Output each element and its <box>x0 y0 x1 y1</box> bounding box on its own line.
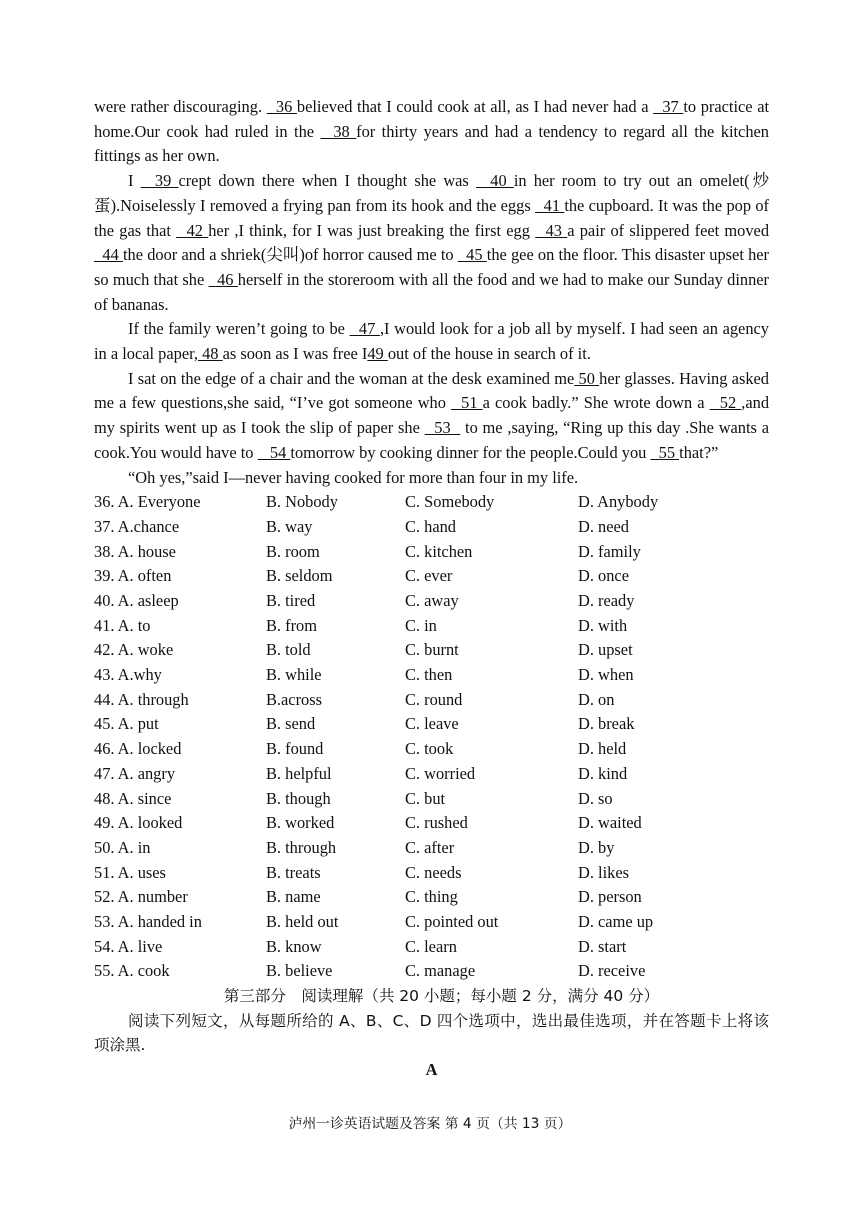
option-c: C. manage <box>405 961 476 981</box>
passage-paragraph-3 <box>94 317 769 366</box>
option-d: D. by <box>578 837 615 857</box>
text: the gee on the floor. This disaster upset her so much that she <box>94 245 770 289</box>
option-d: D. ready <box>578 591 635 610</box>
text: tomorrow by cooking dinner for the people.Could you <box>290 442 651 462</box>
option-b: B. seldom <box>266 566 333 586</box>
question-option-row <box>94 811 769 836</box>
question-option-row <box>94 959 769 984</box>
blank-54: 54 <box>257 442 291 462</box>
question-option-row <box>94 663 769 688</box>
question-option-row <box>94 787 769 812</box>
option-b: B. from <box>266 615 317 635</box>
question-option-row <box>94 515 769 540</box>
text: believed that I could cook at all, as I had never had a <box>296 97 654 116</box>
text: ,I would look for a job all by myself. I had seen an agency in a local paper, <box>94 319 769 364</box>
option-c: C. ever <box>405 566 453 586</box>
option-c: C. away <box>405 591 459 610</box>
option-a: 51. A. uses <box>94 862 166 882</box>
text: in her room to try out an omelet(炒蛋).Noiselessly I removed a frying pan from its hook and the eggs <box>94 171 769 215</box>
option-a: 53. A. handed in <box>94 911 202 931</box>
option-c: C. needs <box>405 862 462 882</box>
option-a: 36. A. Everyone <box>94 492 201 512</box>
text: to me ,saying, “Ring up this day .She wants a cook.You would have to <box>94 418 769 462</box>
option-b: B. name <box>266 887 321 907</box>
option-b: B. Nobody <box>266 492 338 512</box>
blank-36: 36 <box>266 97 297 116</box>
option-d: D. upset <box>578 640 633 660</box>
text: ,and my spirits went up as I took the slip of paper she <box>94 393 770 438</box>
question-option-row <box>94 712 769 737</box>
option-d: D. person <box>578 887 642 907</box>
option-d: D. on <box>578 689 615 709</box>
option-a: 48. A. since <box>94 788 172 808</box>
question-option-row <box>94 935 769 960</box>
blank-48: 48 <box>198 344 223 364</box>
answer-options <box>94 490 769 984</box>
question-option-row <box>94 564 769 589</box>
option-c: C. rushed <box>405 813 468 833</box>
option-b: B. told <box>266 640 311 660</box>
blank-45: 45 <box>457 245 487 265</box>
option-b: B. know <box>266 936 322 956</box>
blank-40: 40 <box>475 171 514 191</box>
option-a: 49. A. looked <box>94 813 183 833</box>
section-title: 第三部分 阅读理解（共 20 小题；每小题 2 分，满分 40 分） <box>223 987 660 1005</box>
text: her ,I think, for I was just breaking the first egg <box>208 220 536 240</box>
option-a: 52. A. number <box>94 887 188 907</box>
option-d: D. receive <box>578 961 646 981</box>
option-a: 43. A.why <box>94 665 162 685</box>
option-c: C. pointed out <box>405 911 499 931</box>
blank-38: 38 <box>320 121 357 141</box>
option-a: 50. A. in <box>94 837 151 857</box>
text: crept down there when I thought she was <box>178 171 476 191</box>
option-d: D. kind <box>578 763 628 783</box>
blank-55: 55 <box>650 442 680 462</box>
option-c: C. round <box>405 689 463 709</box>
option-a: 46. A. locked <box>94 739 182 759</box>
text: I sat on the edge of a chair and the woman at the desk examined me <box>128 368 575 388</box>
blank-37: 37 <box>653 97 684 116</box>
option-c: C. but <box>405 788 446 808</box>
option-a: 54. A. live <box>94 936 163 956</box>
option-d: D. start <box>578 936 627 956</box>
option-d: D. likes <box>578 862 629 882</box>
option-b: B. believe <box>266 961 333 981</box>
text: as soon as I was free I <box>222 344 368 364</box>
option-b: B. helpful <box>266 763 332 783</box>
text: herself in the storeroom with all the food and we had to make our Sunday dinner of bananas. <box>94 269 769 314</box>
text: her glasses. Having asked me a few questions,she said, “I’ve got someone who <box>94 368 769 413</box>
option-d: D. Anybody <box>578 492 659 512</box>
text: for thirty years and had a tendency to regard all the kitchen fittings as her own. <box>94 121 769 166</box>
text: that?” <box>679 442 719 462</box>
text: were rather discouraging. <box>94 97 267 116</box>
section-instruction: 阅读下列短文，从每题所给的 A、B、C、D 四个选项中，选出最佳选项，并在答题卡上将该项涂黑. <box>94 1011 769 1055</box>
blank-50: 50 <box>574 368 600 388</box>
option-c: C. worried <box>405 763 476 783</box>
option-c: C. burnt <box>405 640 459 660</box>
option-b: B. found <box>266 739 324 759</box>
text: a pair of slippered feet moved <box>567 220 770 240</box>
blank-52: 52 <box>709 393 742 413</box>
passage-paragraph-5: “Oh yes,”said I—never having cooked for more than four in my life. <box>128 467 579 487</box>
blank-53: 53 <box>424 418 461 438</box>
text: a cook badly.” She wrote down a <box>482 393 710 413</box>
option-d: D. came up <box>578 911 654 931</box>
text: out of the house in search of it. <box>387 344 591 364</box>
option-c: C. learn <box>405 936 457 956</box>
option-c: C. hand <box>405 516 456 536</box>
blank-43: 43 <box>535 220 568 240</box>
option-b: B. treats <box>266 862 321 882</box>
option-b: B. through <box>266 837 337 857</box>
option-b: B. room <box>266 541 320 561</box>
blank-42: 42 <box>176 220 209 240</box>
question-option-row <box>94 861 769 886</box>
option-c: C. thing <box>405 887 458 907</box>
passage-paragraph-4 <box>94 367 769 466</box>
option-d: D. family <box>578 541 641 561</box>
option-d: D. need <box>578 516 629 536</box>
question-option-row <box>94 910 769 935</box>
question-option-row <box>94 737 769 762</box>
option-c: C. took <box>405 739 454 759</box>
option-d: D. held <box>578 739 627 759</box>
option-a: 45. A. put <box>94 714 159 734</box>
question-option-row <box>94 540 769 565</box>
blank-44: 44 <box>94 245 123 265</box>
page-footer: 泸州一诊英语试题及答案 第 4 页（共 13 页） <box>288 1116 572 1132</box>
option-a: 40. A. asleep <box>94 591 179 610</box>
option-a: 37. A.chance <box>94 516 180 536</box>
blank-47: 47 <box>349 319 380 339</box>
option-a: 42. A. woke <box>94 640 174 660</box>
option-c: C. then <box>405 665 453 685</box>
option-a: 38. A. house <box>94 541 176 561</box>
option-c: C. after <box>405 837 455 857</box>
option-c: C. Somebody <box>405 492 495 512</box>
option-b: B.across <box>266 689 322 709</box>
option-d: D. waited <box>578 813 642 833</box>
option-a: 55. A. cook <box>94 961 170 981</box>
question-option-row <box>94 589 769 614</box>
option-b: B. held out <box>266 911 339 931</box>
option-d: D. so <box>578 788 613 808</box>
option-c: C. kitchen <box>405 541 473 561</box>
blank-41: 41 <box>535 195 565 215</box>
text: If the family weren’t going to be <box>128 319 350 339</box>
text: I <box>128 171 141 191</box>
option-b: B. though <box>266 788 331 808</box>
text: the door and a shriek(尖叫)of horror caused me to <box>122 245 458 265</box>
option-b: B. worked <box>266 813 335 833</box>
option-b: B. while <box>266 665 322 685</box>
question-option-row <box>94 836 769 861</box>
question-option-row <box>94 885 769 910</box>
option-d: D. break <box>578 714 635 734</box>
option-d: D. when <box>578 665 634 685</box>
passage-paragraph-1 <box>94 95 769 169</box>
blank-39: 39 <box>140 171 179 191</box>
question-option-row <box>94 614 769 639</box>
blank-49: 49 <box>367 344 388 364</box>
option-b: B. send <box>266 714 316 734</box>
option-b: B. tired <box>266 591 316 610</box>
passage-label: A <box>425 1060 438 1080</box>
passage-paragraph-2 <box>94 169 769 317</box>
option-a: 41. A. to <box>94 615 151 635</box>
blank-51: 51 <box>451 393 483 413</box>
question-option-row <box>94 490 769 515</box>
text: the cupboard. It was the pop of the gas that <box>94 195 769 240</box>
question-option-row <box>94 688 769 713</box>
question-option-row <box>94 762 769 787</box>
option-d: D. once <box>578 566 629 586</box>
document-body <box>94 95 769 1083</box>
option-c: C. in <box>405 615 437 635</box>
option-a: 47. A. angry <box>94 763 176 783</box>
blank-46: 46 <box>208 269 238 289</box>
question-option-row <box>94 638 769 663</box>
text: to practice at home.Our cook had ruled in the <box>94 97 770 141</box>
option-c: C. leave <box>405 714 459 734</box>
option-b: B. way <box>266 516 313 536</box>
option-d: D. with <box>578 615 628 635</box>
option-a: 39. A. often <box>94 566 172 586</box>
option-a: 44. A. through <box>94 689 189 709</box>
